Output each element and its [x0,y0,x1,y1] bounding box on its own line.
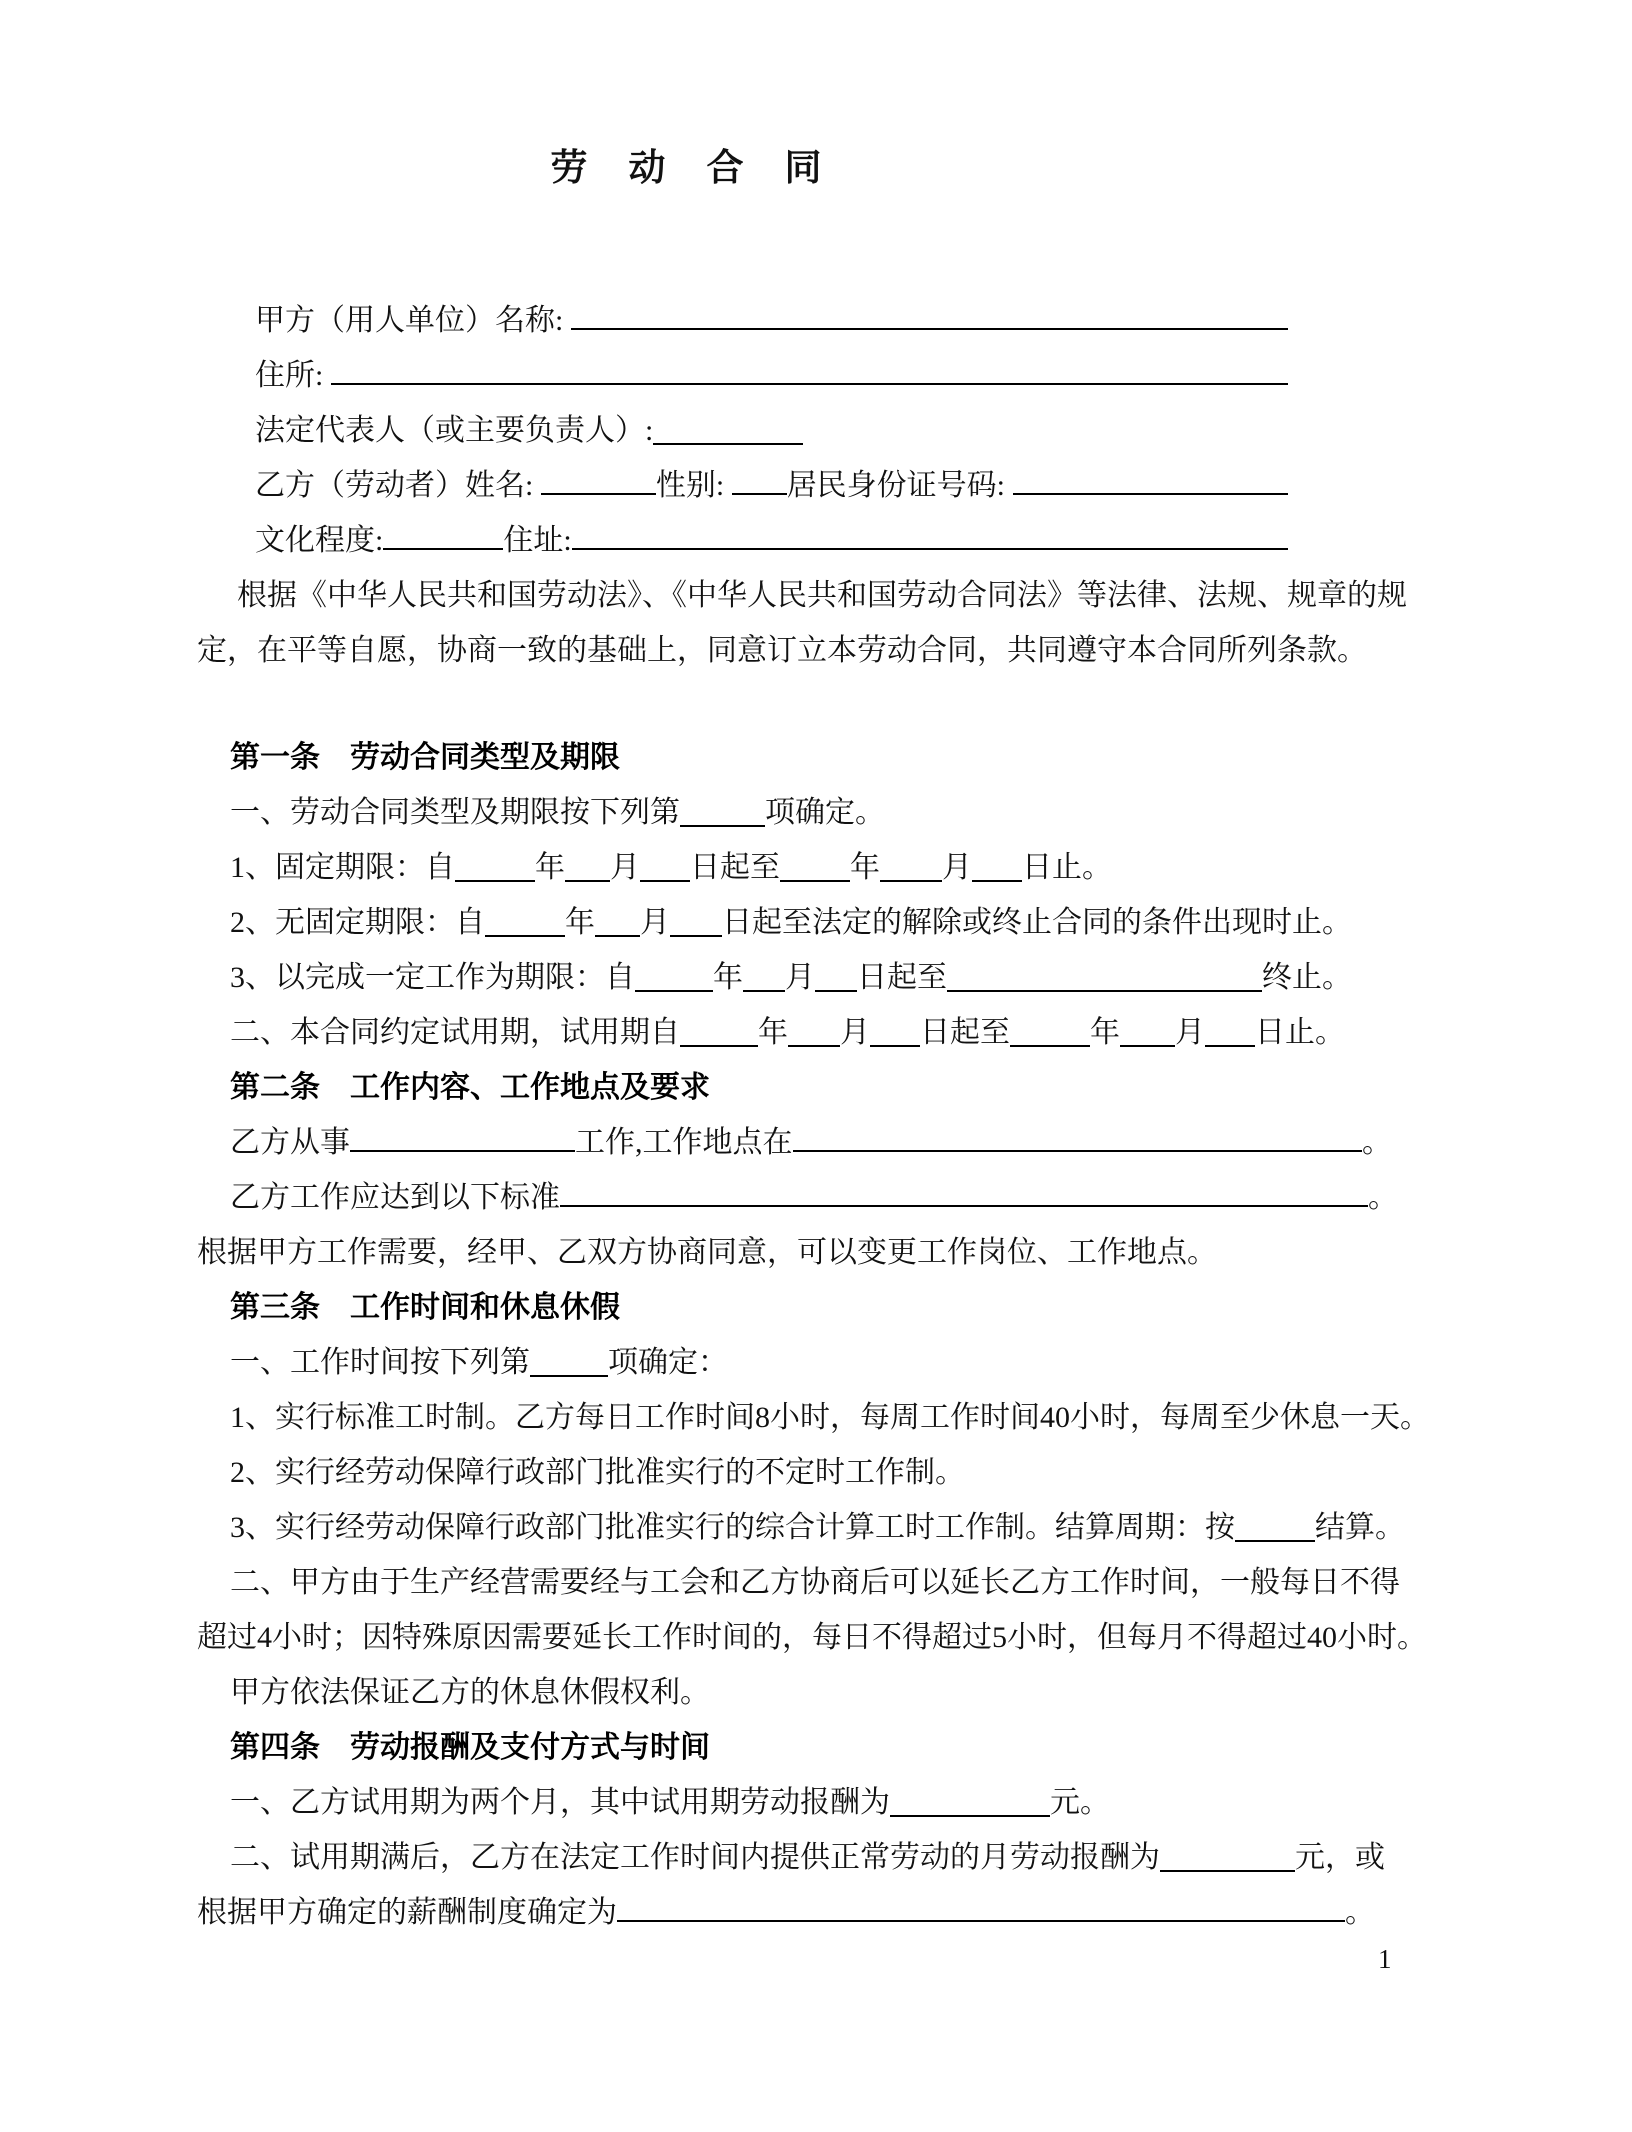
text-segment: 月 [1175,1016,1205,1049]
blank-field[interactable] [560,1185,1368,1207]
contract-line [230,785,1445,840]
blank-field[interactable] [972,860,1022,882]
text-segment: 月 [942,851,972,884]
blank-field[interactable] [1205,1025,1255,1047]
section-heading [230,1720,1445,1775]
text-segment: 日止。 [1255,1016,1345,1049]
blank-field[interactable] [743,970,785,992]
contract-line [230,1170,1398,1225]
blank-field[interactable] [780,860,850,882]
contract-line [230,1500,1445,1555]
text-segment: 第三条 工作时间和休息休假 [230,1291,620,1324]
blank-field[interactable] [530,1355,608,1377]
contract-line [230,1335,1445,1390]
text-segment: 月 [785,961,815,994]
text-segment: 根据甲方确定的薪酬制度确定为 [197,1896,617,1929]
text-segment: 2、无固定期限：自 [230,906,485,939]
blank-field[interactable] [595,915,640,937]
text-segment: 一、乙方试用期为两个月，其中试用期劳动报酬为 [230,1786,890,1819]
text-segment: 。 [1368,1181,1398,1214]
text-segment: 第二条 工作内容、工作地点及要求 [230,1071,710,1104]
text-segment: 居民身份证号码: [786,469,1013,502]
blank-field[interactable] [640,860,690,882]
text-segment: 乙方（劳动者）姓名: [255,469,541,502]
contract-line [230,1665,1445,1720]
text-segment: 终止。 [1262,961,1352,994]
text-segment: 甲方依法保证乙方的休息休假权利。 [230,1676,710,1709]
blank-field[interactable] [670,915,722,937]
blank-field[interactable] [1013,473,1288,495]
blank-field[interactable] [947,970,1262,992]
blank-field[interactable] [1120,1025,1175,1047]
contract-line [197,623,1445,678]
contract-line [255,513,1288,568]
contract-line [255,348,1288,403]
text-segment: 月 [610,851,640,884]
text-segment: 。 [1362,1126,1392,1159]
contract-line [230,840,1445,895]
contract-line [230,895,1445,950]
text-segment: 年 [535,851,565,884]
contract-line [230,1830,1445,1885]
text-segment: 性别: [655,469,732,502]
contract-line [230,1390,1445,1445]
text-segment: 日起至法定的解除或终止合同的条件出现时止。 [722,906,1352,939]
blank-field[interactable] [890,1795,1050,1817]
text-segment: 结算。 [1315,1511,1405,1544]
contract-line [230,950,1445,1005]
text-segment: 。 [1345,1896,1375,1929]
contract-line [197,1225,1445,1280]
text-segment: 日起至 [920,1016,1010,1049]
text-segment: 年 [1090,1016,1120,1049]
contract-line [230,1115,1392,1170]
text-segment: 一、工作时间按下列第 [230,1346,530,1379]
text-segment: 年 [850,851,880,884]
section-heading [230,730,1445,785]
text-segment: 住所: [255,359,331,392]
contract-line [230,1445,1445,1500]
blank-field[interactable] [383,528,503,550]
text-segment: 二、本合同约定试用期，试用期自 [230,1016,680,1049]
text-segment: 1、实行标准工时制。乙方每日工作时间8小时，每周工作时间40小时，每周至少休息一天。 [230,1401,1430,1434]
text-segment: 法定代表人（或主要负责人）: [255,414,654,447]
text-segment: 元，或 [1295,1841,1385,1874]
blank-field[interactable] [732,473,787,495]
contract-line [255,458,1288,513]
blank-field[interactable] [880,860,942,882]
page-number: 1 [1378,1944,1392,1974]
blank-field[interactable] [815,970,857,992]
text-segment: 日起至 [857,961,947,994]
text-segment: 住址: [503,524,572,557]
blank-field[interactable] [788,1025,840,1047]
contract-line [230,1775,1445,1830]
text-segment: 日起至 [690,851,780,884]
blank-field[interactable] [680,1025,758,1047]
section-heading [230,1280,1445,1335]
blank-field[interactable] [653,423,803,445]
text-segment: 年 [713,961,743,994]
blank-field[interactable] [572,528,1288,550]
text-segment: 超过4小时；因特殊原因需要延长工作时间的，每日不得超过5小时，但每月不得超过40小时。 [197,1621,1427,1654]
blank-field[interactable] [1235,1520,1315,1542]
document-title-text: 劳 动 合 同 [550,148,824,189]
text-segment: 二、试用期满后，乙方在法定工作时间内提供正常劳动的月劳动报酬为 [230,1841,1160,1874]
text-segment: 甲方（用人单位）名称: [255,304,571,337]
text-segment: 文化程度: [255,524,384,557]
contract-line [197,1885,1375,1940]
blank-field[interactable] [1010,1025,1090,1047]
contract-line [255,293,1288,348]
text-segment: 一、劳动合同类型及期限按下列第 [230,796,680,829]
text-segment: 日止。 [1022,851,1112,884]
paragraph-spacer [197,678,1445,730]
text-segment: 2、实行经劳动保障行政部门批准实行的不定时工作制。 [230,1456,965,1489]
contract-body [197,293,1445,1940]
text-segment: 第一条 劳动合同类型及期限 [230,741,620,774]
blank-field[interactable] [793,1130,1363,1152]
contract-line [237,568,1445,623]
text-segment: 定，在平等自愿，协商一致的基础上，同意订立本劳动合同，共同遵守本合同所列条款。 [197,634,1367,667]
blank-field[interactable] [331,363,1288,385]
blank-field[interactable] [617,1900,1345,1922]
text-segment: 项确定。 [765,796,885,829]
text-segment: 年 [565,906,595,939]
blank-field[interactable] [635,970,713,992]
contract-line [197,1610,1445,1665]
text-segment: 月 [840,1016,870,1049]
text-segment: 根据甲方工作需要，经甲、乙双方协商同意，可以变更工作岗位、工作地点。 [197,1236,1217,1269]
text-segment: 乙方工作应达到以下标准 [230,1181,560,1214]
document-title [0,140,1632,198]
blank-field[interactable] [571,308,1288,330]
text-segment: 二、甲方由于生产经营需要经与工会和乙方协商后可以延长乙方工作时间，一般每日不得 [230,1566,1400,1599]
text-segment: 项确定： [608,1346,728,1379]
blank-field[interactable] [870,1025,920,1047]
blank-field[interactable] [350,1130,575,1152]
text-segment: 第四条 劳动报酬及支付方式与时间 [230,1731,710,1764]
blank-field[interactable] [1160,1850,1295,1872]
contract-line [255,403,1445,458]
text-segment: 根据《中华人民共和国劳动法》、《中华人民共和国劳动合同法》等法律、法规、规章的规 [237,579,1407,612]
text-segment: 工作,工作地点在 [575,1126,793,1159]
blank-field[interactable] [485,915,565,937]
blank-field[interactable] [680,805,765,827]
blank-field[interactable] [455,860,535,882]
text-segment: 3、以完成一定工作为期限：自 [230,961,635,994]
section-heading [230,1060,1445,1115]
text-segment: 年 [758,1016,788,1049]
blank-field[interactable] [565,860,610,882]
text-segment: 乙方从事 [230,1126,350,1159]
text-segment: 1、固定期限：自 [230,851,455,884]
contract-line [230,1005,1445,1060]
text-segment: 元。 [1050,1786,1110,1819]
blank-field[interactable] [541,473,656,495]
contract-line [230,1555,1445,1610]
text-segment: 月 [640,906,670,939]
text-segment: 3、实行经劳动保障行政部门批准实行的综合计算工时工作制。结算周期：按 [230,1511,1235,1544]
